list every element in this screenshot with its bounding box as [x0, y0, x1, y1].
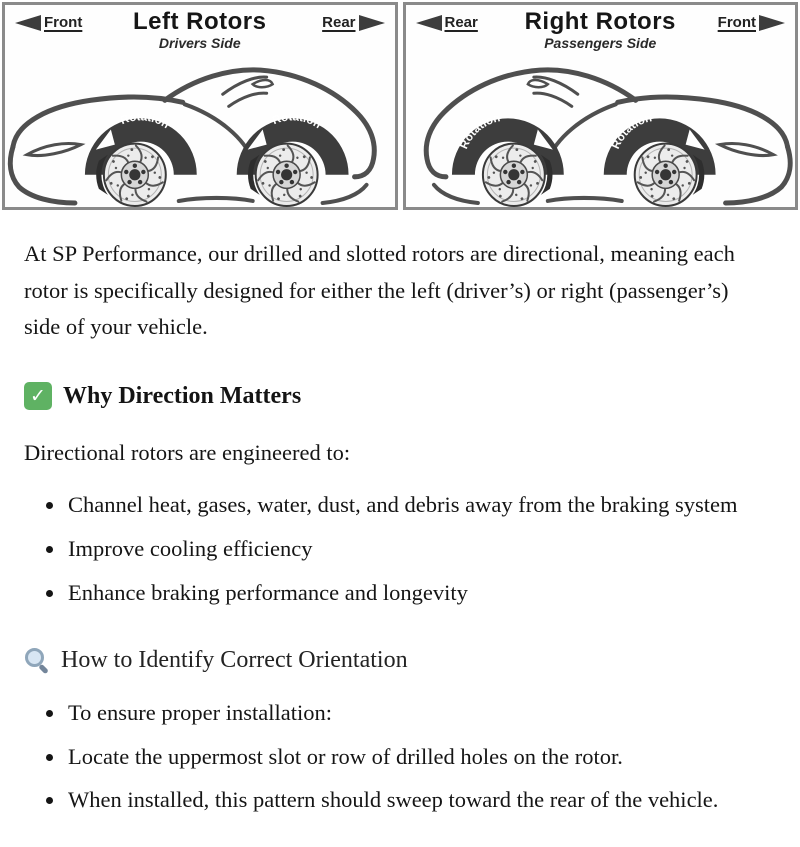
left-car-illustration: [5, 54, 395, 207]
list-item: • To ensure proper installation:: [66, 696, 770, 731]
left-rotors-panel: [2, 2, 398, 210]
arrow-right-icon: [759, 15, 785, 31]
direction-label-text: Front: [717, 14, 756, 31]
right-panel-header: [406, 5, 796, 57]
left-rotors-title: Left Rotors: [133, 8, 267, 35]
list-item: • Locate the uppermost slot or row of drilled holes on the rotor.: [66, 740, 770, 775]
front-direction-label: [718, 14, 785, 31]
right-rotors-panel: [403, 2, 799, 210]
intro-paragraph: At SP Performance, our drilled and slotted rotors are directional, meaning each rotor is specifically designed for either the left (driver’s) or right (passenger’s) side of your vehicle.: [24, 241, 735, 340]
heading-text: How to Identify Correct Orientation: [61, 646, 408, 673]
right-rotors-title: Right Rotors: [524, 8, 676, 35]
drivers-side-subtitle: Drivers Side: [158, 35, 241, 51]
magnifier-icon: [24, 647, 50, 673]
front-direction-label: [15, 14, 82, 31]
direction-label-text: Rear: [322, 14, 356, 31]
left-panel-header: [5, 5, 395, 57]
list-item: • Enhance braking performance and longevity: [66, 576, 770, 611]
article-body: [0, 236, 800, 847]
list-item: • Improve cooling efficiency: [66, 532, 770, 567]
passengers-side-subtitle: Passengers Side: [544, 35, 657, 51]
how-to-identify-heading: [24, 647, 770, 674]
engineered-to-lead: Directional rotors are engineered to:: [24, 440, 351, 466]
arrow-right-icon: [359, 15, 385, 31]
direction-label-text: Rear: [444, 14, 478, 31]
arrow-left-icon: [416, 15, 442, 31]
rear-direction-label: [322, 14, 384, 31]
heading-text: Why Direction Matters: [63, 382, 302, 409]
list-item: • Channel heat, gases, water, dust, and debris away from the braking system: [66, 488, 770, 523]
why-bullet-list: [24, 488, 770, 611]
direction-label-text: Front: [44, 14, 83, 31]
rear-direction-label: [416, 14, 478, 31]
list-item: • When installed, this pattern should sweep toward the rear of the vehicle.: [66, 783, 770, 818]
right-car-illustration: [406, 54, 796, 207]
why-direction-matters-heading: [24, 382, 770, 410]
arrow-left-icon: [15, 15, 41, 31]
rotor-direction-diagram: [0, 0, 800, 210]
check-icon: ✓: [24, 382, 52, 410]
